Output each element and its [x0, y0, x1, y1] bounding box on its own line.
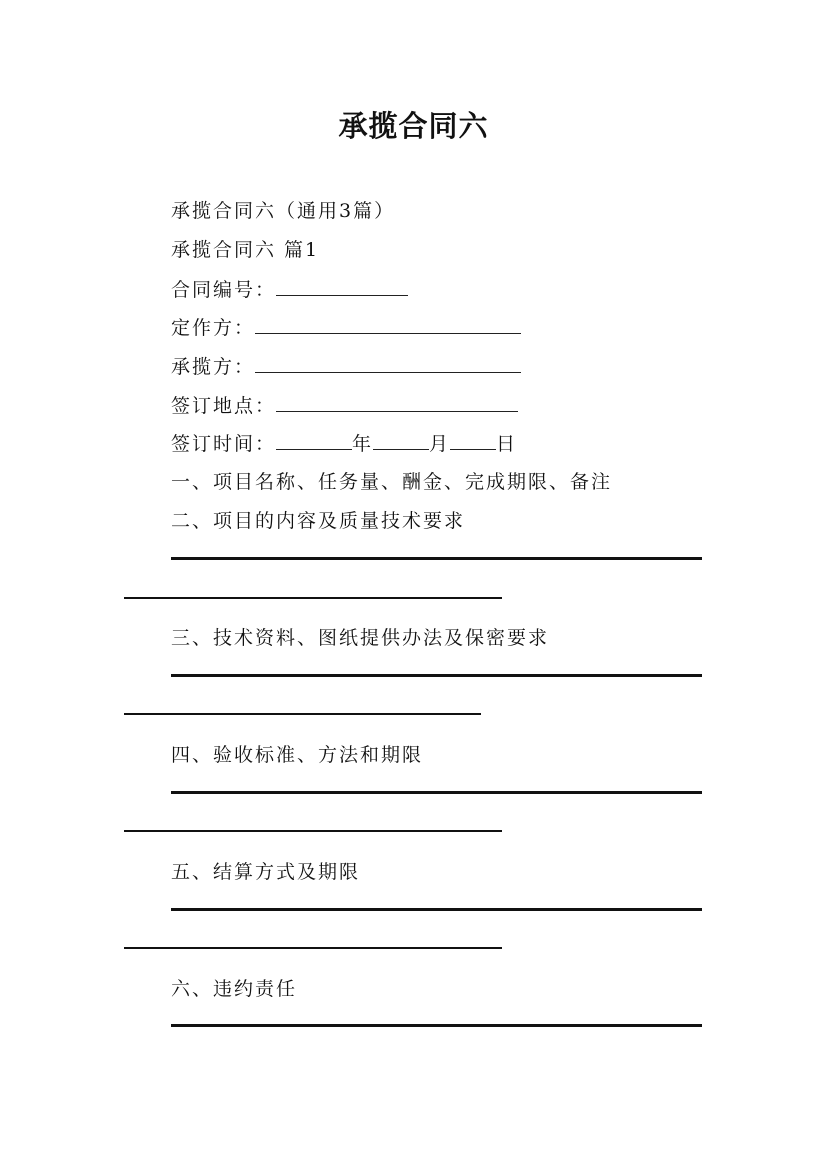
- blank-line: [124, 947, 502, 949]
- client-label: 定作方：: [171, 317, 256, 339]
- year-label: 年: [352, 433, 374, 455]
- blank-line: [171, 791, 702, 794]
- page-title: 承揽合同六: [338, 109, 489, 143]
- blank-line: [171, 674, 702, 677]
- contractor-label: 承揽方：: [171, 356, 256, 378]
- client-blank: [255, 315, 521, 334]
- section-6-heading: 六、违约责任: [171, 978, 298, 1000]
- place-blank: [276, 393, 518, 412]
- section-3-heading: 三、技术资料、图纸提供办法及保密要求: [171, 627, 550, 649]
- year-blank: [276, 431, 352, 450]
- section-2-heading: 二、项目的内容及质量技术要求: [171, 510, 466, 532]
- blank-line: [124, 830, 502, 832]
- subtitle-line: 承揽合同六（通用3篇）: [171, 200, 396, 222]
- day-blank: [450, 431, 496, 450]
- section-4-heading: 四、验收标准、方法和期限: [171, 744, 424, 766]
- client-row: [171, 315, 521, 340]
- blank-line: [124, 713, 481, 715]
- place-row: [171, 393, 518, 418]
- contractor-blank: [255, 354, 521, 373]
- contract-number-row: [171, 277, 408, 302]
- month-blank: [373, 431, 429, 450]
- section-1-heading: 一、项目名称、任务量、酬金、完成期限、备注: [171, 471, 613, 493]
- contract-number-blank: [276, 277, 408, 296]
- month-label: 月: [429, 433, 451, 455]
- time-label: 签订时间：: [171, 433, 277, 455]
- section-heading: 承揽合同六 篇1: [171, 239, 320, 261]
- place-label: 签订地点：: [171, 395, 277, 417]
- blank-line: [171, 557, 702, 560]
- time-row: [171, 431, 517, 456]
- contractor-row: [171, 354, 521, 379]
- blank-line: [124, 597, 502, 599]
- blank-line: [171, 1024, 702, 1027]
- blank-line: [171, 908, 702, 911]
- contract-number-label: 合同编号：: [171, 279, 277, 301]
- section-5-heading: 五、结算方式及期限: [171, 861, 361, 883]
- day-label: 日: [496, 433, 518, 455]
